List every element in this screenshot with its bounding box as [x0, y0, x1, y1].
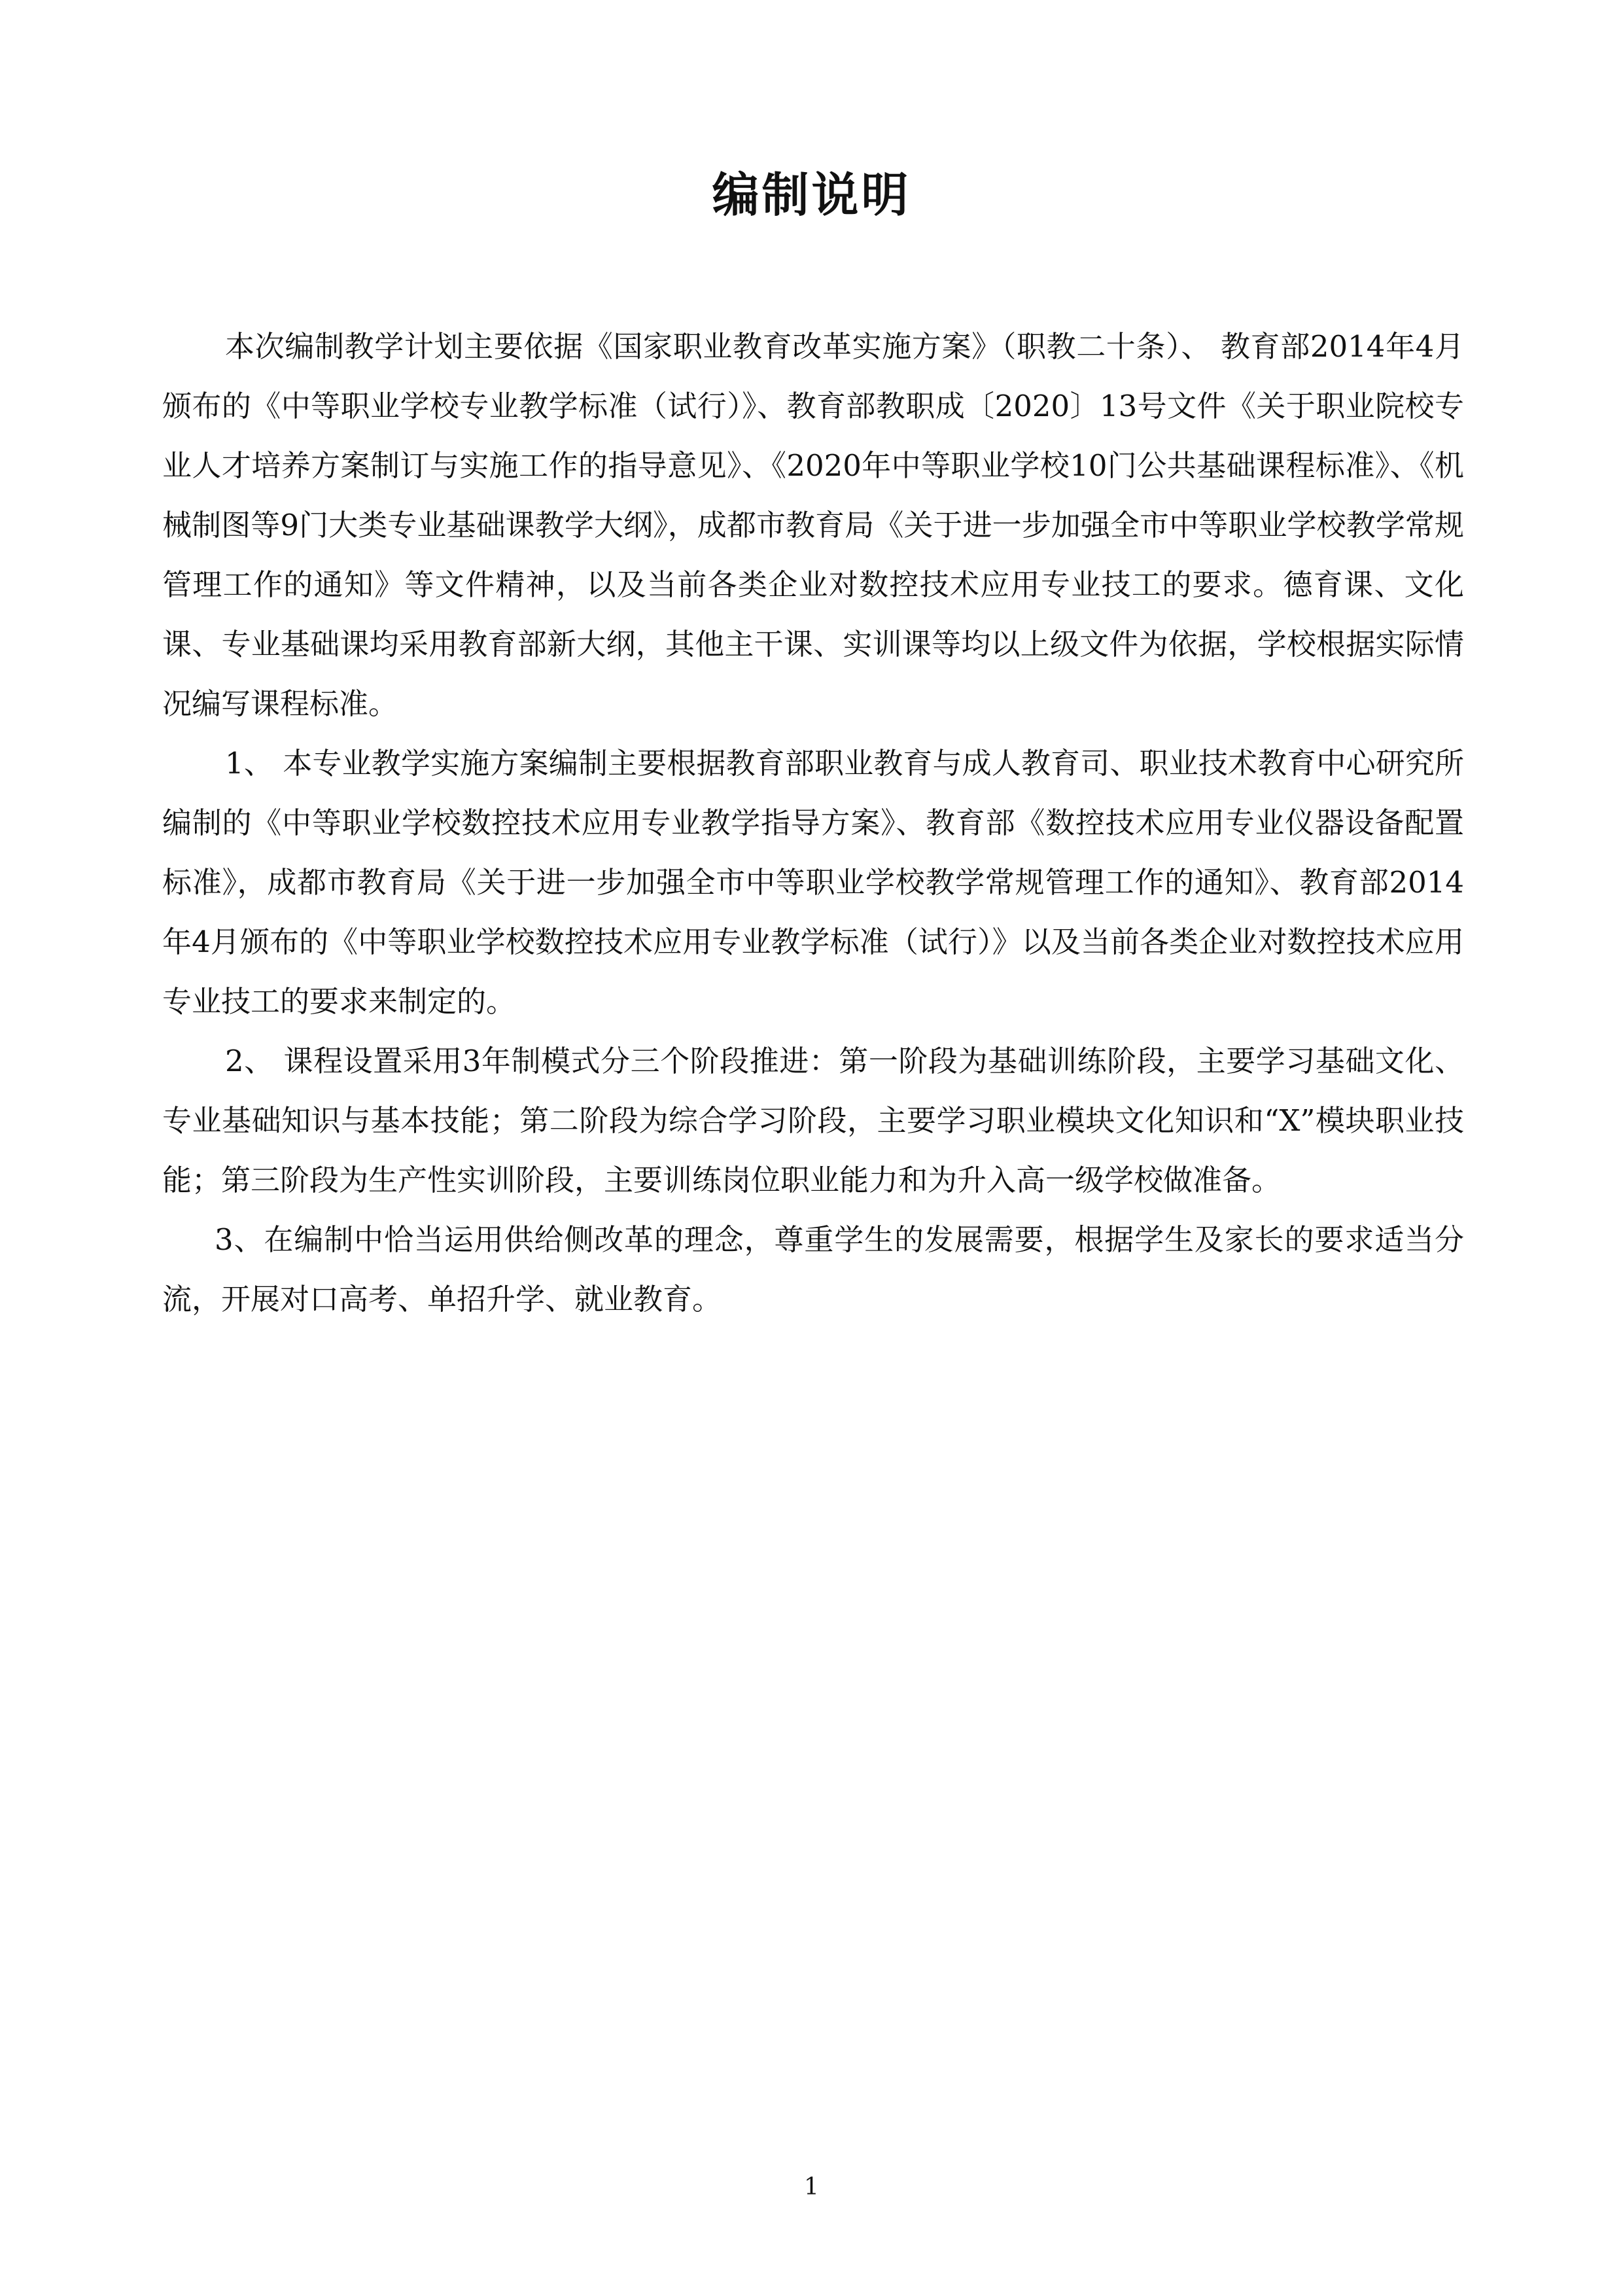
paragraph-item-3: 3、在编制中恰当运用供给侧改革的理念，尊重学生的发展需要，根据学生及家长的要求适当分流，开展对口高考、单招升学、就业教育。 — [162, 1222, 1464, 1316]
document-title: 编制说明 — [712, 168, 911, 222]
paragraph-intro: 本次编制教学计划主要依据《国家职业教育改革实施方案》（职教二十条）、 教育部2014年4月颁布的《中等职业学校专业教学标准（试行）》、教育部教职成〔2020〕13号文件《关于职业院校专业人才培养方案制订与实施工作的指导意见》、《2020年中等职业学校10门公共基础课程标准》、《机械制图等9门大类专业基础课教学大纲》，成都市教育局《关于进一步加强全市中等职业学校教学常规管理工作的通知》等文件精神，以及当前各类企业对数控技术应用专业技工的要求。德育课、文化课、专业基础课均采用教育部新大纲，其他主干课、实训课等均以上级文件为依据，学校根据实际情况编写课程标准。 — [162, 329, 1464, 721]
paragraph-item-2: 2、 课程设置采用3年制模式分三个阶段推进：第一阶段为基础训练阶段，主要学习基础文化、专业基础知识与基本技能；第二阶段为综合学习阶段，主要学习职业模块文化知识和“X”模块职业技能；第三阶段为生产性实训阶段，主要训练岗位职业能力和为升入高一级学校做准备。 — [162, 1044, 1464, 1197]
document-body — [162, 317, 1464, 1329]
paragraph-item-1: 1、 本专业教学实施方案编制主要根据教育部职业教育与成人教育司、职业技术教育中心研究所编制的《中等职业学校数控技术应用专业教学指导方案》、教育部《数控技术应用专业仪器设备配置标准》，成都市教育局《关于进一步加强全市中等职业学校教学常规管理工作的通知》、教育部2014年4月颁布的《中等职业学校数控技术应用专业教学标准（试行）》以及当前各类企业对数控技术应用专业技工的要求来制定的。 — [162, 746, 1464, 1019]
page-number: 1 — [804, 2174, 819, 2200]
